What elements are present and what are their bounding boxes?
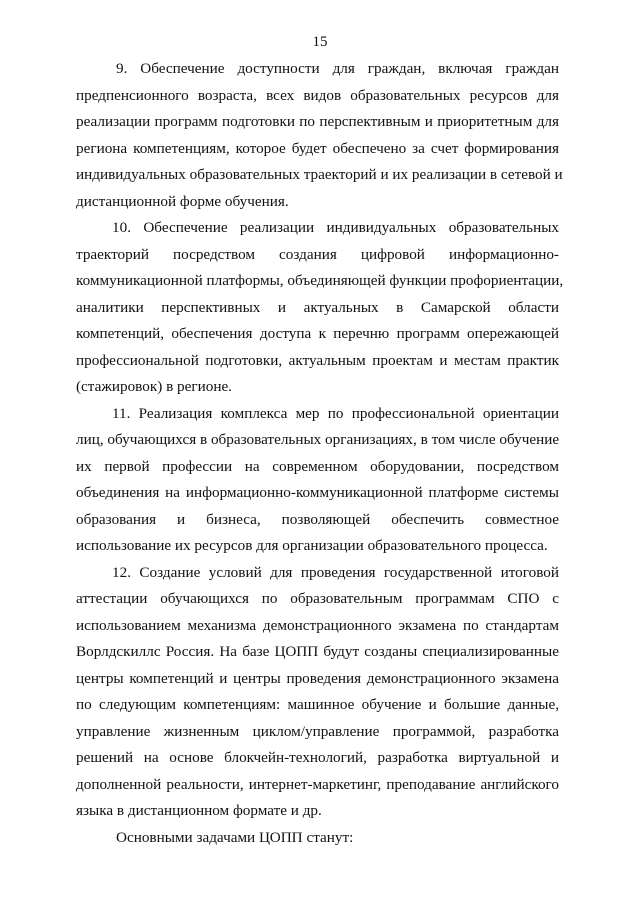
- item-12-line-4: Ворлдскиллс Россия. На базе ЦОПП будут созданы специализированные: [76, 643, 559, 660]
- item-9-line-2: предпенсионного возраста, всех видов образовательных ресурсов для: [76, 87, 559, 104]
- item-11-line-6: использование их ресурсов для организации образовательного процесса.: [76, 537, 548, 554]
- item-9-line-6: дистанционной форме обучения.: [76, 193, 289, 210]
- item-11-line-4: объединения на информационно-коммуникационной платформе системы: [76, 484, 559, 501]
- item-10-line-4: аналитики перспективных и актуальных в Самарской области: [76, 299, 559, 316]
- item-10-line-1: 10. Обеспечение реализации индивидуальных образовательных: [112, 219, 559, 236]
- item-12-line-10: языка в дистанционном формате и др.: [76, 802, 322, 819]
- item-12-line-3: использованием механизма демонстрационного экзамена по стандартам: [76, 617, 559, 634]
- item-12-line-6: по следующим компетенциям: машинное обучение и большие данные,: [76, 696, 559, 713]
- page-number: 15: [312, 34, 328, 50]
- item-11-line-3: их первой профессии на современном оборудовании, посредством: [76, 458, 559, 475]
- closing-line: Основными задачами ЦОПП станут:: [116, 829, 354, 846]
- item-12-line-2: аттестации обучающихся по образовательным программам СПО с: [76, 590, 559, 607]
- item-10-line-3: коммуникационной платформы, объединяющей функции профориентации,: [76, 272, 564, 289]
- item-11-line-1: 11. Реализация комплекса мер по профессиональной ориентации: [112, 405, 559, 422]
- item-12-line-5: центры компетенций и центры проведения демонстрационного экзамена: [76, 670, 559, 687]
- item-12-line-1: 12. Создание условий для проведения государственной итоговой: [112, 564, 559, 581]
- item-12-line-8: решений на основе блокчейн-технологий, разработка виртуальной и: [76, 749, 559, 766]
- item-10-line-6: профессиональной подготовки, актуальным проектам и местам практик: [76, 352, 559, 369]
- item-9-line-3: реализации программ подготовки по перспективным и приоритетным для: [76, 113, 559, 130]
- item-10-line-5: компетенций, обеспечения доступа к перечню программ опережающей: [76, 325, 559, 342]
- item-11-line-2: лиц, обучающихся в образовательных организациях, в том числе обучение: [76, 431, 560, 448]
- item-12-line-7: управление жизненным циклом/управление программой, разработка: [76, 723, 559, 740]
- item-9-line-4: региона компетенциям, которое будет обеспечено за счет формирования: [76, 140, 559, 157]
- item-9-line-1: 9. Обеспечение доступности для граждан, включая граждан: [116, 60, 559, 77]
- item-10-line-2: траекторий посредством создания цифровой информационно-: [76, 246, 559, 263]
- item-11-line-5: образования и бизнеса, позволяющей обеспечить совместное: [76, 511, 559, 528]
- item-10-line-7: (стажировок) в регионе.: [76, 378, 232, 395]
- item-12-line-9: дополненной реальности, интернет-маркетинг, преподавание английского: [76, 776, 559, 793]
- item-9-line-5: индивидуальных образовательных траекторий и их реализации в сетевой и: [76, 166, 563, 183]
